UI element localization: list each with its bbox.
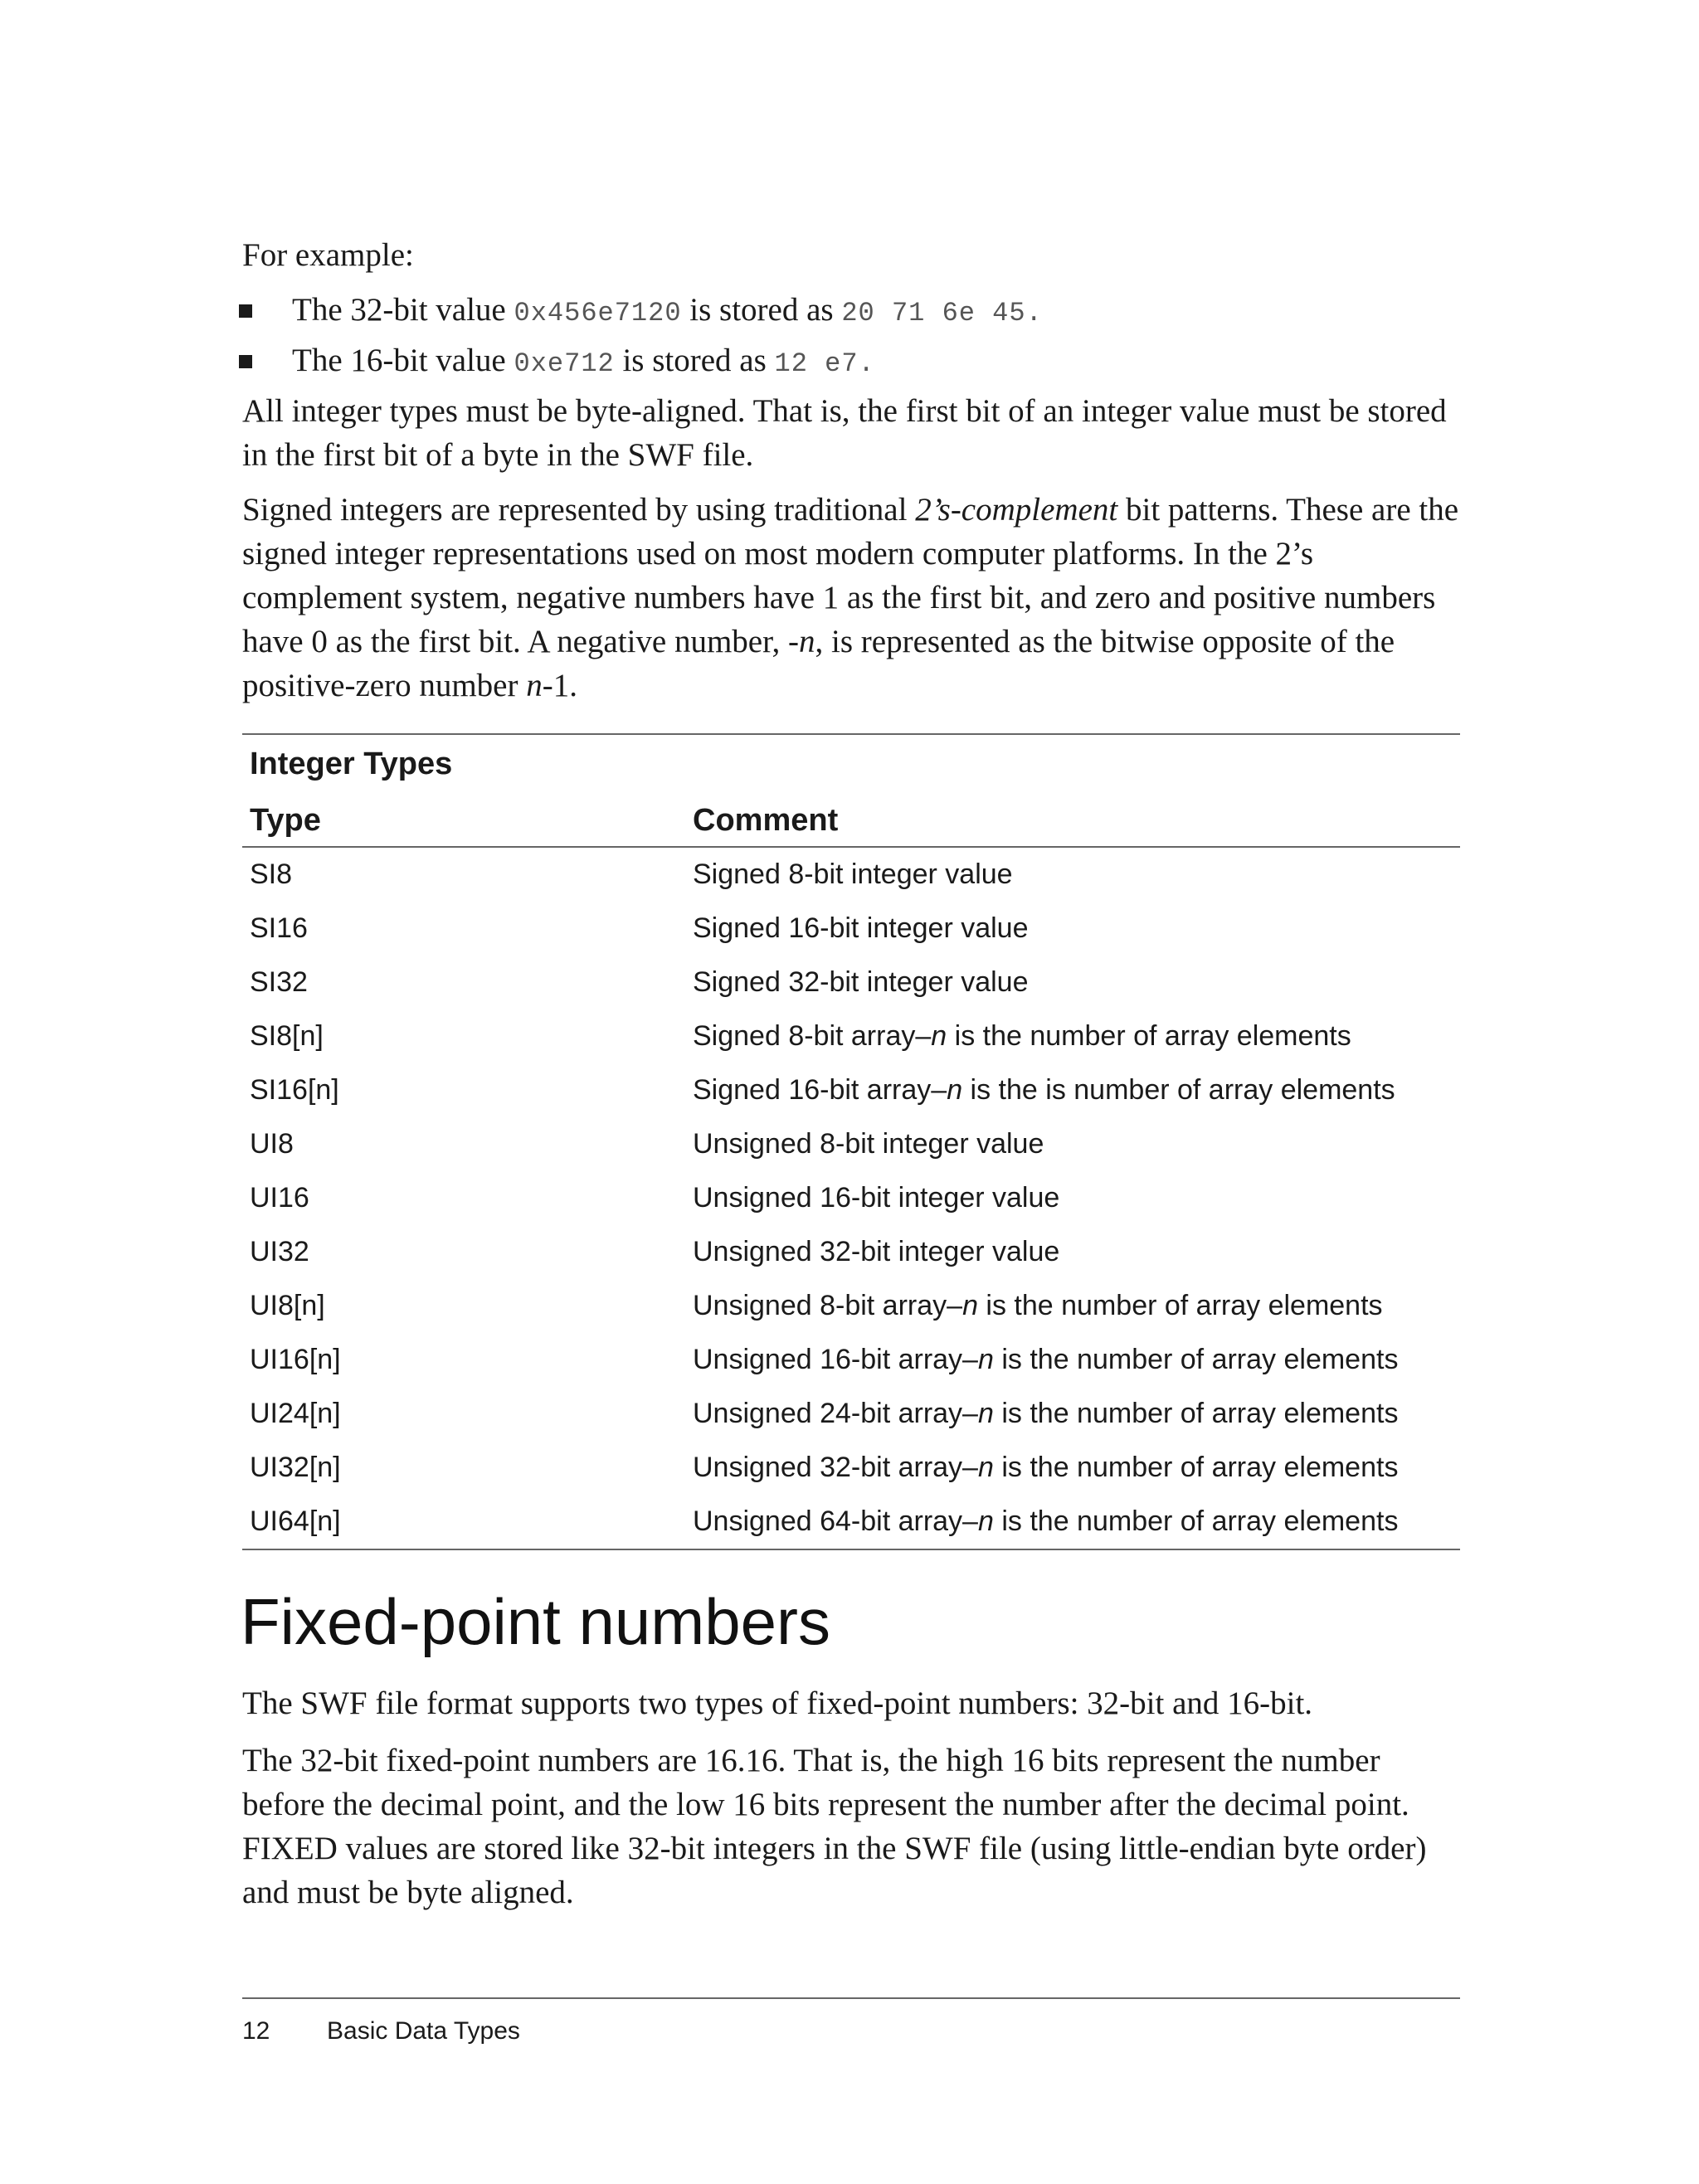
type-cell: UI32 — [250, 1236, 309, 1267]
type-cell: SI8[n] — [250, 1020, 324, 1052]
stored-bytes: 20 71 6e 45 — [841, 298, 1026, 328]
comment-cell — [693, 956, 1029, 1009]
bullet-text: is stored as — [689, 292, 834, 328]
comment-text: Unsigned 24-bit array– — [693, 1398, 978, 1429]
intro-text: For example: — [242, 237, 414, 273]
table-row — [242, 1063, 1460, 1117]
comment-text: is the number of array elements — [993, 1398, 1399, 1429]
type-cell: UI32[n] — [250, 1452, 341, 1483]
comment-text: is the number of array elements — [977, 1290, 1383, 1321]
type-cell: UI8[n] — [250, 1290, 325, 1321]
chapter-name: Basic Data Types — [327, 2017, 520, 2045]
table-row — [242, 1279, 1460, 1333]
comment-text: Unsigned 16-bit integer value — [693, 1182, 1060, 1214]
table-row — [242, 848, 1460, 902]
comment-text: Unsigned 32-bit integer value — [693, 1236, 1060, 1267]
paragraph-text: -1. — [542, 668, 577, 703]
table-body — [242, 848, 1460, 1549]
square-bullet-icon — [239, 355, 252, 368]
comment-text: Unsigned 32-bit array– — [693, 1452, 978, 1483]
comment-text: is the is number of array elements — [962, 1074, 1395, 1106]
bullet-text: is stored as — [622, 343, 767, 378]
square-bullet-icon — [239, 304, 252, 318]
hex-value: 0x456e7120 — [514, 298, 682, 328]
table-row — [242, 1171, 1460, 1225]
type-cell: UI16 — [250, 1182, 309, 1214]
comment-text: Signed 8-bit array– — [693, 1020, 932, 1052]
emphasis-term: 2’s-complement — [915, 492, 1118, 528]
variable-n: n — [977, 1344, 994, 1375]
paragraph-text: bit patterns. These are the signed integer representations used on most modern computer platforms. In the 2’s complement system, negative numbers have 1 as the first bit, and zero and positive numbers have 0 as the first bit. A negative number, — [242, 492, 1459, 659]
comment-cell — [693, 1279, 1383, 1333]
stored-bytes: 12 e7 — [774, 348, 859, 379]
list-item — [239, 285, 1043, 335]
comment-text: Unsigned 64-bit array– — [693, 1505, 978, 1537]
table-row — [242, 1225, 1460, 1279]
comment-cell — [693, 1009, 1351, 1063]
comment-cell — [693, 1387, 1398, 1441]
type-cell: SI16[n] — [250, 1074, 339, 1106]
page-number: 12 — [242, 2017, 270, 2045]
type-cell: SI16 — [250, 912, 308, 944]
type-cell: UI8 — [250, 1128, 294, 1160]
type-cell: UI64[n] — [250, 1505, 341, 1537]
table-row — [242, 1441, 1460, 1495]
table-row — [242, 956, 1460, 1009]
comment-cell — [693, 1171, 1059, 1225]
column-header-type: Type — [250, 803, 321, 838]
fixed-point-intro-paragraph: The SWF file format supports two types of fixed-point numbers: 32-bit and 16-bit. — [242, 1685, 1313, 1721]
section-title: Fixed-point numbers — [241, 1585, 830, 1658]
variable-n: n — [977, 1505, 994, 1537]
comment-cell — [693, 848, 1013, 902]
table-row — [242, 1387, 1460, 1441]
comment-cell — [693, 1117, 1044, 1171]
example-list — [239, 285, 1043, 386]
list-item — [239, 335, 1043, 386]
table-row — [242, 1333, 1460, 1387]
comment-cell — [693, 1063, 1395, 1117]
twos-complement-paragraph — [242, 488, 1462, 708]
comment-text: Signed 8-bit integer value — [693, 859, 1013, 890]
variable-n: n — [962, 1290, 978, 1321]
table-top-rule — [242, 733, 1460, 735]
table-row — [242, 1495, 1460, 1549]
byte-alignment-paragraph: All integer types must be byte-aligned. That is, the first bit of an integer value must be stored in the first bit of a byte in the SWF file. — [242, 393, 1447, 473]
comment-text: is the number of array elements — [993, 1505, 1399, 1537]
paragraph-text: , is represented as the bitwise opposite of the positive-zero number — [242, 624, 1395, 703]
variable-n: n — [977, 1452, 994, 1483]
table-title: Integer Types — [250, 747, 453, 781]
comment-text: Unsigned 16-bit array– — [693, 1344, 978, 1375]
comment-text: Signed 16-bit array– — [693, 1074, 947, 1106]
column-header-comment: Comment — [693, 803, 839, 838]
footer-rule — [242, 1997, 1460, 1999]
comment-cell — [693, 1225, 1059, 1279]
comment-text: Unsigned 8-bit integer value — [693, 1128, 1044, 1160]
comment-text: Signed 16-bit integer value — [693, 912, 1029, 944]
fixed-point-detail-paragraph: The 32-bit fixed-point numbers are 16.16. That is, the high 16 bits represent the number before the decimal point, and the low 16 bits represent the number after the decimal point. FIXED values are stored like 32-bit integers in the SWF file (using little-endian byte order) and must be byte aligned. — [242, 1743, 1427, 1910]
comment-text: Unsigned 8-bit array– — [693, 1290, 963, 1321]
bullet-text: The 16-bit value — [292, 343, 506, 378]
comment-text: Signed 32-bit integer value — [693, 966, 1029, 998]
variable-n: n — [931, 1020, 947, 1052]
type-cell: SI32 — [250, 966, 308, 998]
comment-text: is the number of array elements — [993, 1344, 1399, 1375]
comment-text: is the number of array elements — [947, 1020, 1351, 1052]
hex-value: 0xe712 — [514, 348, 615, 379]
bullet-text: The 32-bit value — [292, 292, 506, 328]
bullet-period: . — [858, 348, 875, 379]
comment-cell — [693, 1441, 1398, 1495]
comment-cell — [693, 1333, 1398, 1387]
table-row — [242, 902, 1460, 956]
table-row — [242, 1117, 1460, 1171]
variable-neg-n: -n — [788, 624, 815, 659]
variable-n: n — [526, 668, 543, 703]
comment-cell — [693, 1495, 1398, 1549]
table-bottom-rule — [242, 1549, 1460, 1550]
type-cell: SI8 — [250, 859, 293, 890]
type-cell: UI16[n] — [250, 1344, 341, 1375]
comment-text: is the number of array elements — [993, 1452, 1399, 1483]
bullet-period: . — [1025, 298, 1043, 328]
comment-cell — [693, 902, 1029, 956]
variable-n: n — [947, 1074, 963, 1106]
type-cell: UI24[n] — [250, 1398, 341, 1429]
table-row — [242, 1009, 1460, 1063]
variable-n: n — [977, 1398, 994, 1429]
paragraph-text: Signed integers are represented by using traditional — [242, 492, 916, 528]
